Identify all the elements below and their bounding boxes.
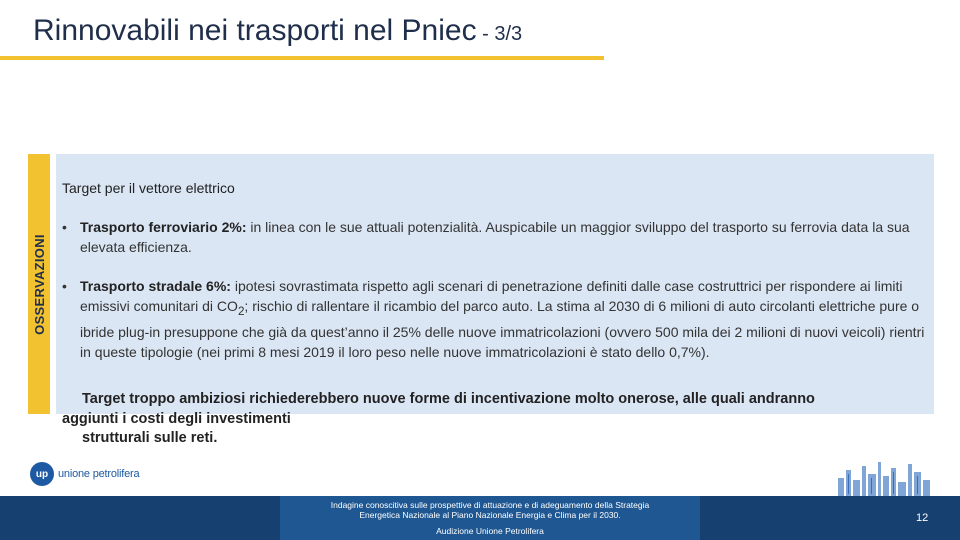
section-heading: Target per il vettore elettrico	[62, 180, 235, 196]
co2-subscript: 2	[237, 304, 245, 318]
title-underline	[0, 56, 604, 60]
bullet-rail-body: in linea con le sue attuali potenzialità. Auspicabile un maggior sviluppo del trasporto su ferrovia data la sua elevata efficienza.	[80, 219, 910, 255]
bullet-road-text	[80, 276, 932, 362]
conclusion-line-2: aggiunti i costi degli investimenti	[62, 410, 291, 427]
logo-text: unione petrolifera	[58, 468, 140, 480]
bullet-road-body-2: ; rischio di rallentare il ricambio del parco auto. La stima al 2030 di 6 milioni di auto circolanti elettriche pure o ibride plug-in presuppone che già da quest’anno il 25% delle nuove immatricolazioni (ovvero 500 mila dei 2 milioni di nuovi veicoli) rientri in queste tipologie (nei primi 8 mesi 2019 il loro peso nelle nuove immatricolazioni è stato dello 0,7%).	[80, 298, 925, 360]
unione-petrolifera-logo	[30, 462, 139, 486]
page-number: 12	[916, 512, 929, 524]
slide-title-main: Rinnovabili nei trasporti nel Pniec	[33, 14, 477, 47]
sidebar-label-wrap	[28, 154, 50, 414]
bullet-dot: •	[62, 278, 67, 294]
bullet-rail-lead: Trasporto ferroviario 2%:	[80, 219, 247, 235]
footer-line-3: Audizione Unione Petrolifera	[436, 526, 544, 536]
bullet-road-body-1: ipotesi sovrastimata rispetto agli scenari di penetrazione definiti dalle case costruttrici per rispondere ai limiti emissivi comunitari di CO	[80, 278, 903, 314]
conclusion-line-1: Target troppo ambiziosi richiederebbero nuove forme di incentivazione molto onerose, alle quali andranno	[82, 391, 815, 407]
conclusion-line-3: strutturali sulle reti.	[82, 430, 218, 446]
slide-title	[33, 14, 522, 48]
bullet-rail-text	[80, 217, 932, 257]
footer-line-2: Energetica Nazionale al Piano Nazionale Energia e Clima per il 2030.	[359, 510, 621, 520]
footer-line-1: Indagine conoscitiva sulle prospettive di attuazione e di adeguamento della Strategia	[330, 500, 650, 510]
slide-title-suffix: - 3/3	[476, 23, 523, 45]
bullet-road	[62, 276, 932, 362]
logo-mark: up	[30, 462, 54, 486]
bullet-rail	[62, 217, 932, 257]
sidebar-label: OSSERVAZIONI	[31, 233, 47, 335]
footer-text	[280, 500, 700, 536]
bullet-dot: •	[62, 219, 67, 235]
bullet-road-lead: Trasporto stradale 6%:	[80, 278, 231, 294]
conclusion-text	[62, 390, 922, 449]
city-skyline-icon	[836, 460, 932, 496]
